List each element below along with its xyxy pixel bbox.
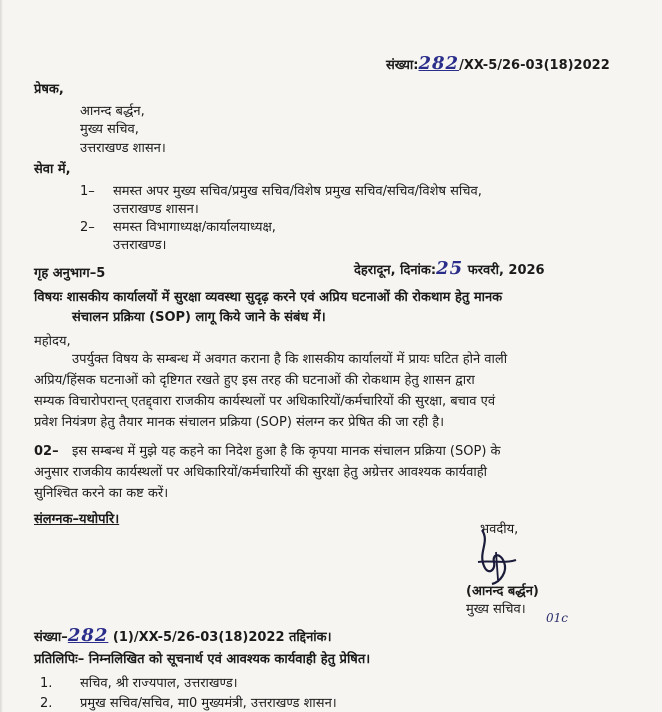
para2-line1: इस सम्बन्ध में मुझे यह कहने का निदेश हुआ है कि कृपया मानक संचालन प्रक्रिया (SOP) के [72,444,501,459]
page-fold-shadow [0,0,3,712]
signatory-name: (आनन्द बर्द्धन) [466,584,539,599]
recipient-2-line1: समस्त विभागाध्यक्ष/कार्यालयाध्यक्ष, [113,220,276,235]
para1-line3: सम्यक विचारोपरान्त् एतद्द्वारा राजकीय कार्यस्थलों पर अधिकारियों/कर्मचारियों की सुरक्षा, बचाव एवं [34,394,496,409]
enclosure-note: संलग्नक–यथोपरि। [34,512,120,527]
signatory-designation: मुख्य सचिव। [466,602,526,617]
recipient-2-num: 2– [80,220,95,235]
recipient-1-num: 1– [80,184,95,199]
sender-government: उत्तराखण्ड शासन। [80,141,166,156]
signature-scribble [470,522,530,592]
copy-item-2-text: प्रमुख सचिव/सचिव, मा0 मुख्यमंत्री, उत्तराखण्ड शासन। [80,696,337,711]
letter-date [354,258,545,279]
para2-num: 02– [34,444,59,459]
date-suffix: फरवरी, 2026 [467,263,545,278]
letter-number-suffix: /XX-5/26-03(18)2022 [459,58,610,73]
recipients-label: सेवा में, [34,162,71,177]
copy-number [34,625,332,646]
date-prefix: देहरादून, दिनांक: [354,263,437,278]
para1-line1: उपर्युक्त विषय के सम्बन्ध में अवगत कराना है कि शासकीय कार्यालयों में प्रायः घटित होने वाली [72,352,508,367]
letter-number-prefix: संख्या: [386,58,419,73]
copy-number-prefix: संख्या– [34,630,68,645]
dept-section: गृह अनुभाग–5 [34,266,106,281]
copy-item-2-num: 2. [40,696,53,711]
copy-heading: प्रतिलिपिः– निम्नलिखित को सूचनार्थ एवं आवश्यक कार्यवाही हेतु प्रेषित। [34,652,371,667]
copy-item-1-num: 1. [40,676,53,691]
subject-line1: विषयः शासकीय कार्यालयों में सुरक्षा व्यवस्था सुदृढ़ करने एवं अप्रिय घटनाओं की रोकथाम हेतु मानक [34,290,503,305]
date-handwritten: 25 [436,258,464,279]
para1-line4: प्रवेश नियंत्रण हेतु तैयार मानक संचालन प्रक्रिया (SOP) संलग्न कर प्रेषित की जा रही है। [34,415,445,430]
letter-number-handwritten: 282 [418,53,460,74]
recipient-1-line2: उत्तराखण्ड शासन। [113,202,199,217]
signature-closing: भवदीय, [480,522,519,537]
para2-line3: सुनिश्चित करने का कष्ट करें। [34,486,169,501]
copy-number-suffix: (1)/XX-5/26-03(18)2022 तद्दिनांक। [108,630,332,645]
sender-designation: मुख्य सचिव, [80,122,139,137]
recipient-2-line2: उत्तराखण्ड। [113,238,167,253]
initial-mark: 01c [546,611,568,625]
copy-number-handwritten: 282 [67,625,109,646]
letter-number [386,53,610,74]
para1-line2: अप्रिय/हिंसक घटनाओं को दृष्टिगत रखते हुए इस तरह की घटनाओं की रोकथाम हेतु शासन द्वारा [34,373,475,388]
subject-line2: संचालन प्रक्रिया (SOP) लागू किये जाने के संबंध में। [72,310,326,325]
para2-line2: अनुसार राजकीय कार्यस्थलों पर अधिकारियों/कर्मचारियों की सुरक्षा हेतु अग्रेत्तर आवश्यक कार्यवाही [34,465,487,480]
sender-name: आनन्द बर्द्धन, [80,104,145,119]
recipient-1-line1: समस्त अपर मुख्य सचिव/प्रमुख सचिव/विशेष प्रमुख सचिव/सचिव/विशेष सचिव, [113,184,482,199]
salutation: महोदय, [34,334,71,349]
copy-item-1-text: सचिव, श्री राज्यपाल, उत्तराखण्ड। [80,676,238,691]
sender-label: प्रेषक, [34,82,64,97]
